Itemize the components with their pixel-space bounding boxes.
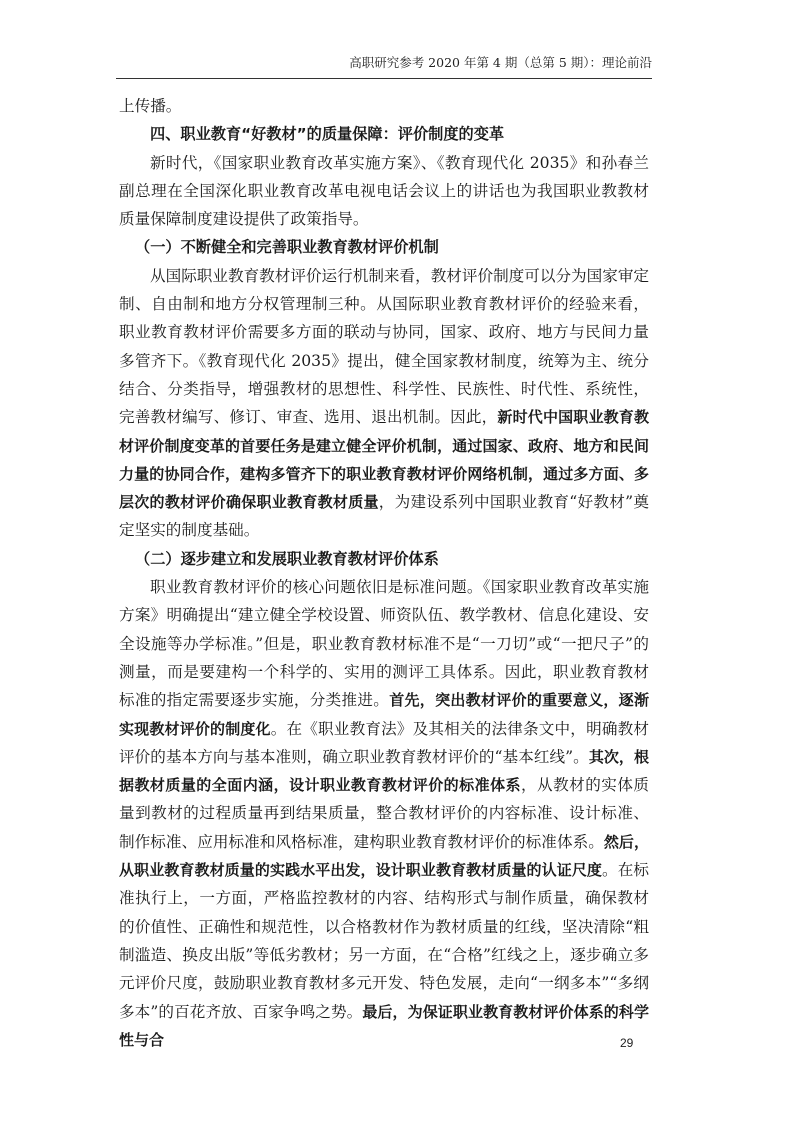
text-run: 。在《职业教育法》及其相关的法律条文中，明确教材评价的基本方向与基本准则，确立职业教育教材评价的“基本红线”。 — [119, 719, 649, 766]
emphasis-text: 新时代中国职业教育教材评价制度变革的首要任务是建立健全评价机制，通过国家、政府、地方和民间力量的协同合作，建构多管齐下的职业教育教材评价网络机制，通过多方面、多层次的教材评价确保职业教育教材质量 — [119, 408, 649, 512]
emphasis-text: 首先，突出教材评价的重要意义，逐渐实现教材评价的制度化 — [119, 691, 649, 738]
emphasis-text: 其次，根据教材质量的全面内涵，设计职业教育教材评价的标准体系 — [119, 747, 649, 795]
subsection-heading-2: （二）逐步建立和发展职业教育教材评价体系 — [135, 549, 439, 568]
emphasis-text: 最后，为保证职业教育教材评价体系的科学性与合 — [119, 1002, 649, 1049]
running-title: 高职研究参考 2020 年第 4 期（总第 5 期）：理论前沿 — [349, 55, 652, 70]
emphasis-text: 然后，从职业教育教材质量的实践水平出发，设计职业教育教材质量的认证尺度 — [119, 832, 649, 880]
text-run: ，从教材的实体质量到教材的过程质量再到结果质量，整合教材评价的内容标准、设计标准、制作标准、应用标准和风格标准，建构职业教育教材评价的标准体系。 — [119, 776, 649, 851]
text-run: ，为建设系列中国职业教育“好教材”奠定坚实的制度基础。 — [119, 493, 649, 540]
text-run: 。在标准执行上，一方面，严格监控教材的内容、结构形式与制作质量，确保教材的价值性、正确性和规范性，以合格教材作为教材质量的红线，坚决清除“粗制滥造、换皮出版”等低劣教材；另一方面，在“合格”红线之上，逐步确立多元评价尺度，鼓励职业教育教材多元开发、特色发展，走向“一纲多本”“多纲多本”的百花齐放、百家争鸣之势。 — [119, 861, 649, 1021]
page-number: 29 — [620, 1036, 634, 1050]
article-body — [119, 92, 649, 1054]
paragraph — [119, 573, 649, 1054]
running-header — [116, 48, 652, 79]
subsection-heading-1: （一）不断健全和完善职业教育教材评价机制 — [135, 238, 439, 257]
paragraph: 新时代，《国家职业教育改革实施方案》、《教育现代化 2035》和孙春兰副总理在全国深化职业教育改革电视电话会议上的讲话也为我国职业教教材质量保障制度建设提供了政策指导。 — [119, 153, 649, 229]
paragraph — [119, 262, 649, 545]
text-run: 从国际职业教育教材评价运行机制来看，教材评价制度可以分为国家审定制、自由制和地方分权管理制三种。从国际职业教育教材评价的经验来看，职业教育教材评价需要多方面的联动与协同，国家、政府、地方与民间力量多管齐下。《教育现代化 2035》提出，健全国家教材制度，统筹为主、统分结合、分类指导，增强教材的思想性、科学性、民族性、时代性、系统性，完善教材编写、修订、审查、选用、退出机制。因此， — [119, 266, 650, 427]
section-heading: 四、职业教育“好教材”的质量保障：评价制度的变革 — [150, 125, 505, 144]
paragraph-continuation: 上传播。 — [119, 97, 182, 115]
text-run: 职业教育教材评价的核心问题依旧是标准问题。《国家职业教育改革实施方案》明确提出“建立健全学校设置、师资队伍、教学教材、信息化建设、安全设施等办学标准。”但是，职业教育教材标准不是“一刀切”或“一把尺子”的测量，而是要建构一个科学的、实用的测评工具体系。因此，职业教育教材标准的指定需要逐步实施，分类推进。 — [119, 578, 649, 710]
